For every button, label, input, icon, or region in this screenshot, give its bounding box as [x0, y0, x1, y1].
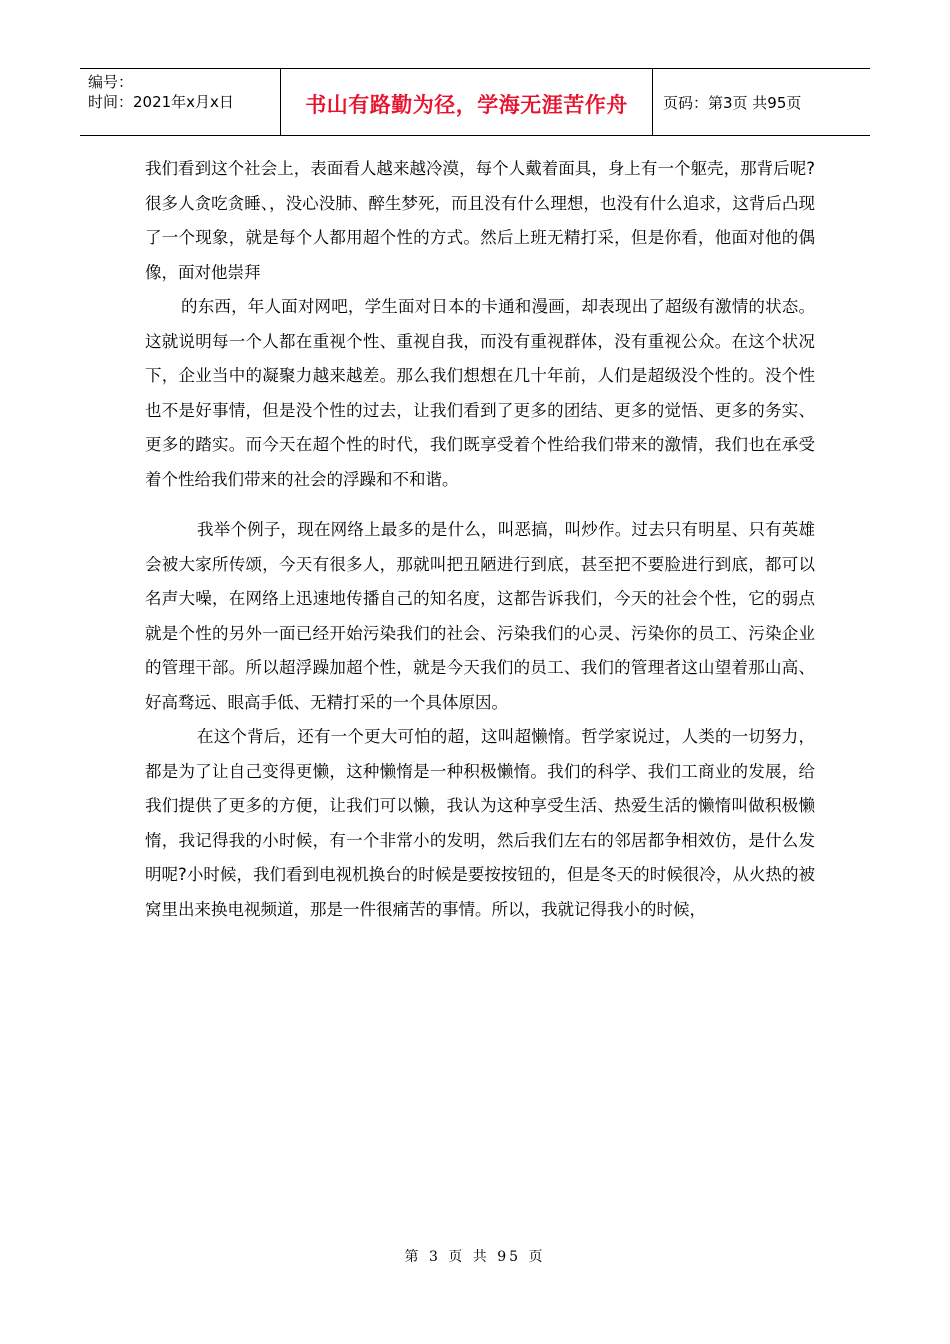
document-number-label: 编号：: [88, 73, 134, 91]
document-body: [145, 152, 815, 927]
header-page-cell: [653, 69, 870, 135]
paragraph-3: 我举个例子，现在网络上最多的是什么，叫恶搞，叫炒作。过去只有明星、只有英雄会被大家所传颂，今天有很多人，那就叫把丑陋进行到底，甚至把不要脸进行到底，都可以名声大噪，在网络上迅速地传播自己的知名度，这都告诉我们，今天的社会个性，它的弱点就是个性的另外一面已经开始污染我们的社会、污染我们的心灵、污染你的员工、污染企业的管理干部。所以超浮躁加超个性，就是今天我们的员工、我们的管理者这山望着那山高、好高骛远、眼高手低、无精打采的一个具体原因。: [145, 520, 815, 712]
header-meta: [80, 69, 281, 135]
document-header: [80, 68, 870, 136]
header-motto: 书山有路勤为径，学海无涯苦作舟: [305, 93, 628, 117]
header-motto-cell: [281, 69, 653, 135]
document-date-label: 时间：2021年x月x日: [88, 93, 234, 111]
paragraph-spacer: [145, 497, 815, 513]
paragraph-2: 的东西，年人面对网吧，学生面对日本的卡通和漫画，却表现出了超级有激情的状态。这就说明每一个人都在重视个性、重视自我，而没有重视群体，没有重视公众。在这个状况下，企业当中的凝聚力越来越差。那么我们想想在几十年前，人们是超级没个性的。没个性也不是好事情，但是没个性的过去，让我们看到了更多的团结、更多的觉悟、更多的务实、更多的踏实。而今天在超个性的时代，我们既享受着个性给我们带来的激情，我们也在承受着个性给我们带来的社会的浮躁和不和谐。: [145, 297, 815, 489]
paragraph-1: 我们看到这个社会上，表面看人越来越冷漠，每个人戴着面具，身上有一个躯壳，那背后呢?很多人贪吃贪睡、，没心没肺、醉生梦死，而且没有什么理想，也没有什么追求，这背后凸现了一个现象，就是每个人都用超个性的方式。然后上班无精打采，但是你看，他面对他的偶像，面对他崇拜: [145, 159, 815, 282]
page-footer: 第 3 页 共 95 页: [404, 1249, 546, 1265]
header-page-info: 页码：第3页 共95页: [663, 93, 802, 112]
paragraph-4: 在这个背后，还有一个更大可怕的超，这叫超懒惰。哲学家说过，人类的一切努力，都是为了让自己变得更懒，这种懒惰是一种积极懒惰。我们的科学、我们工商业的发展，给我们提供了更多的方便，让我们可以懒，我认为这种享受生活、热爱生活的懒惰叫做积极懒惰，我记得我的小时候，有一个非常小的发明，然后我们左右的邻居都争相效仿，是什么发明呢?小时候，我们看到电视机换台的时候是要按按钮的，但是冬天的时候很冷，从火热的被窝里出来换电视频道，那是一件很痛苦的事情。所以，我就记得我小的时候，: [145, 727, 815, 919]
